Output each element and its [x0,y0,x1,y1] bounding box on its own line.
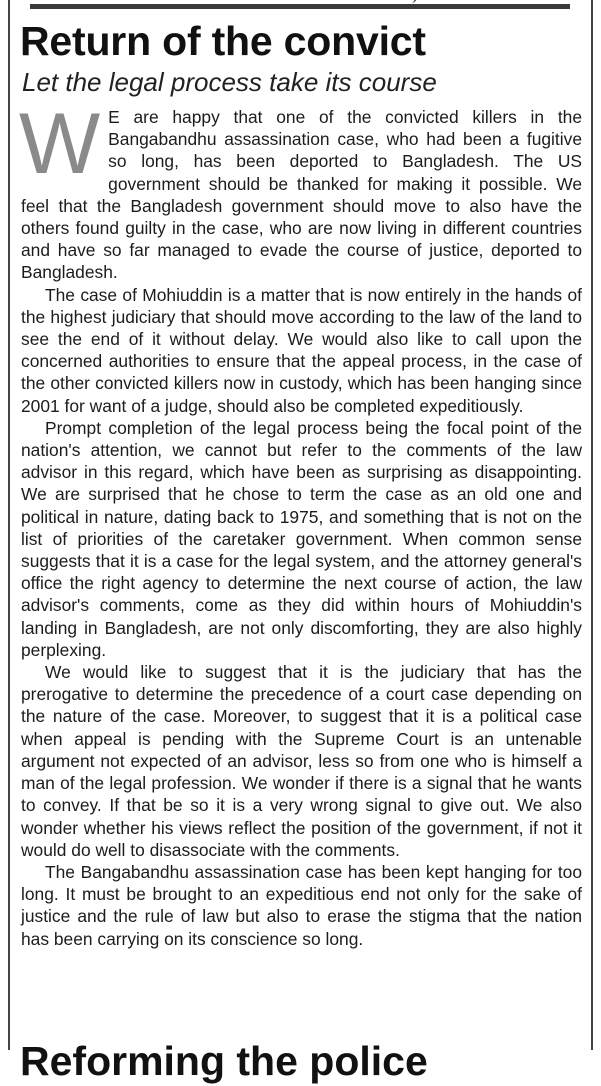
article-body [19,96,582,950]
article-paragraph: We would like to suggest that it is the judiciary that has the prerogative to determine the precedence of a court case depending on the nature of the case. Moreover, to suggest that it is a political case when appeal is pending with the Supreme Court is an untenable argument not expected of an advisor, less so from one who is himself a man of the legal profession. We wonder if there is a signal that he wants to convey. If that be so it is a very wrong signal to give out. We also wonder whether his views reflect the position of the government, if not it would do well to disassociate with the comments. [21,662,582,860]
drop-cap: W [19,96,101,192]
top-rule [30,4,570,9]
article-paragraph [19,96,582,284]
article-paragraph: Prompt completion of the legal process being the focal point of the nation's attention, we cannot but refer to the comments of the law advisor in this regard, which have been as surprising as disappointing. We are surprised that he chose to term the case as an old one and political in nature, dating back to 1975, and something that is not on the list of priorities of the caretaker government. When common sense suggests that it is a case for the legal system, and the attorney general's office the right agency to determine the next course of action, the law advisor's comments, come as they did within hours of Mohiuddin's landing in Bangladesh, are not only discomforting, they are also highly perplexing. [21,417,582,660]
article-paragraph: The Bangabandhu assassination case has been kept hanging for too long. It must be brought to an expeditious end not only for the sake of justice and the rule of law but also to erase the stigma that the nation has been carrying on its conscience so long. [21,861,582,949]
article-paragraph: The case of Mohiuddin is a matter that is now entirely in the hands of the highest judiciary that should move according to the law of the land to see the end of it without delay. We would also like to call upon the concerned authorities to ensure that the appeal process, in the case of the other convicted killers now in custody, which has been hanging since 2001 for want of a judge, should also be completed expeditiously. [21,284,582,416]
article-headline: Return of the convict [20,18,426,64]
paragraph-text: E are happy that one of the convicted killers in the Bangabandhu assassination case, who had been a fugitive so long, has been deported to Bangladesh. The US government should be thanked for making it possible. We feel that the Bangladesh government should move to also have the others found guilty in the case, who are now living in different countries and have so far managed to evade the course of justice, deported to Bangladesh. [21,107,582,283]
next-article-headline: Reforming the police [20,1038,428,1084]
article-subheadline: Let the legal process take its course [22,67,437,97]
